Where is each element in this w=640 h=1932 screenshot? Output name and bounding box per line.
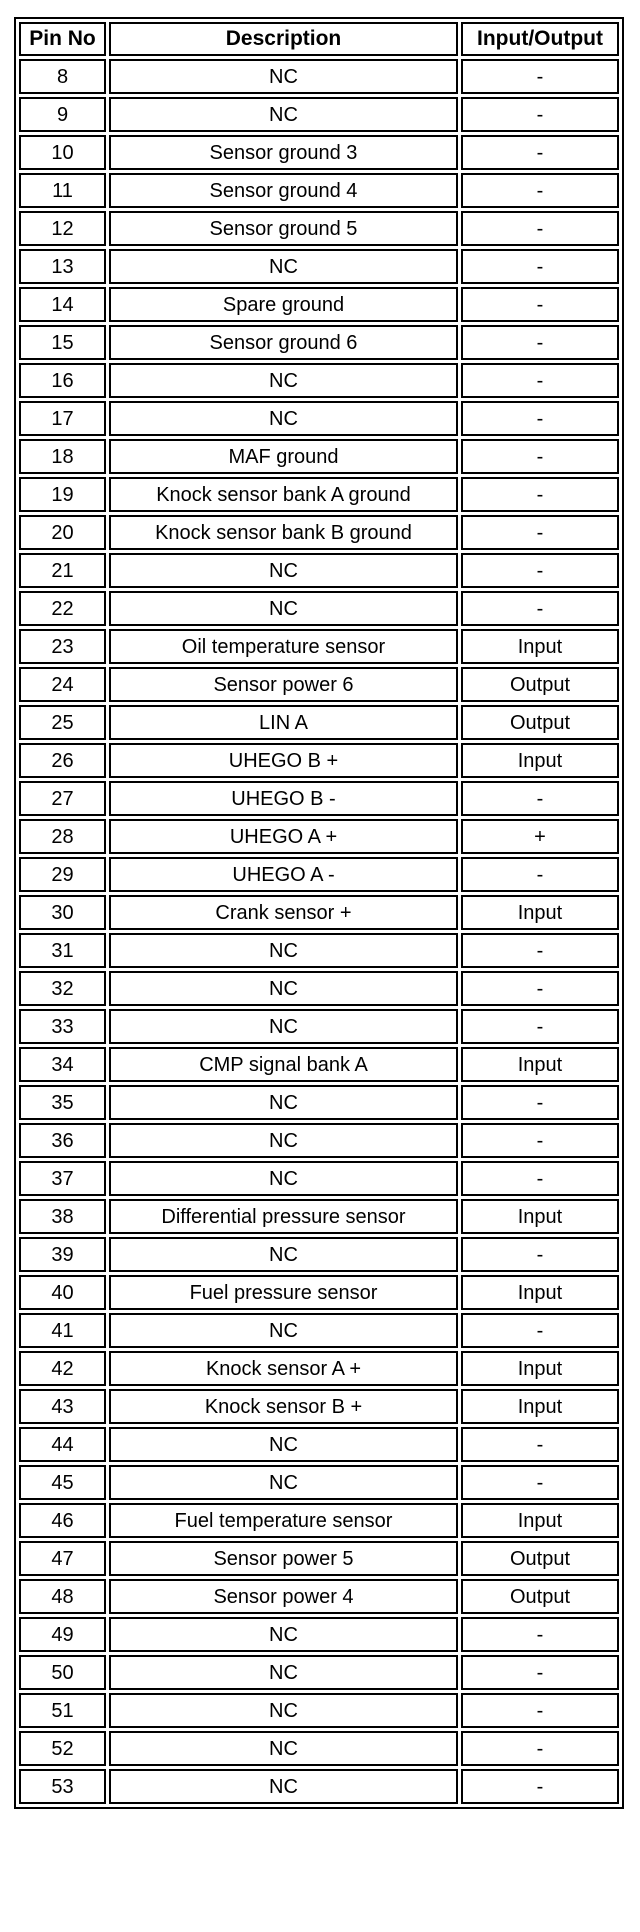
pin-description: NC (109, 401, 458, 436)
pin-direction: Output (461, 667, 619, 702)
table-row (19, 1009, 619, 1044)
pin-number: 16 (19, 363, 106, 398)
pin-description: Fuel pressure sensor (109, 1275, 458, 1310)
pin-description: UHEGO B - (109, 781, 458, 816)
pin-direction: - (461, 1313, 619, 1348)
pin-number: 48 (19, 1579, 106, 1614)
pin-number: 44 (19, 1427, 106, 1462)
pin-description: Oil temperature sensor (109, 629, 458, 664)
table-row (19, 1123, 619, 1158)
pin-number: 14 (19, 287, 106, 322)
pin-number: 27 (19, 781, 106, 816)
pin-direction: - (461, 1731, 619, 1766)
pin-number: 37 (19, 1161, 106, 1196)
table-row (19, 135, 619, 170)
table-row (19, 895, 619, 930)
pin-number: 38 (19, 1199, 106, 1234)
pin-direction: Output (461, 1541, 619, 1576)
table-row (19, 667, 619, 702)
pin-direction: Input (461, 1275, 619, 1310)
pin-description: NC (109, 1237, 458, 1272)
pin-direction: Output (461, 705, 619, 740)
pin-number: 42 (19, 1351, 106, 1386)
pin-number: 13 (19, 249, 106, 284)
pin-number: 29 (19, 857, 106, 892)
table-row (19, 857, 619, 892)
pin-description: UHEGO A - (109, 857, 458, 892)
pin-direction: - (461, 439, 619, 474)
pin-direction: - (461, 363, 619, 398)
table-row (19, 1161, 619, 1196)
pin-description: Sensor ground 6 (109, 325, 458, 360)
pin-direction: - (461, 325, 619, 360)
pin-direction: - (461, 211, 619, 246)
pin-number: 46 (19, 1503, 106, 1538)
table-header (19, 22, 619, 56)
pin-direction: Output (461, 1579, 619, 1614)
table-row (19, 1427, 619, 1462)
pin-number: 20 (19, 515, 106, 550)
pin-description: NC (109, 971, 458, 1006)
pin-description: NC (109, 1655, 458, 1690)
pin-description: NC (109, 1009, 458, 1044)
table-row (19, 743, 619, 778)
pin-number: 31 (19, 933, 106, 968)
pin-description: NC (109, 249, 458, 284)
pin-description: CMP signal bank A (109, 1047, 458, 1082)
pin-description: NC (109, 1161, 458, 1196)
pin-number: 45 (19, 1465, 106, 1500)
table-row (19, 1313, 619, 1348)
pin-direction: - (461, 1237, 619, 1272)
pin-direction: - (461, 1427, 619, 1462)
table-row (19, 629, 619, 664)
pin-direction: - (461, 249, 619, 284)
pin-number: 35 (19, 1085, 106, 1120)
table-row (19, 477, 619, 512)
pin-direction: - (461, 515, 619, 550)
pin-description: Knock sensor bank A ground (109, 477, 458, 512)
pin-direction: - (461, 1693, 619, 1728)
table-row (19, 1047, 619, 1082)
table-row (19, 363, 619, 398)
pin-direction: - (461, 591, 619, 626)
pin-description: Sensor power 4 (109, 1579, 458, 1614)
pin-direction: - (461, 401, 619, 436)
pin-description: NC (109, 1617, 458, 1652)
pin-direction: - (461, 1161, 619, 1196)
pin-description: NC (109, 1465, 458, 1500)
pin-description: Differential pressure sensor (109, 1199, 458, 1234)
pin-number: 50 (19, 1655, 106, 1690)
pin-number: 11 (19, 173, 106, 208)
pin-direction: - (461, 1009, 619, 1044)
pin-direction: - (461, 477, 619, 512)
pin-description: NC (109, 1427, 458, 1462)
pin-description: NC (109, 933, 458, 968)
pin-direction: - (461, 97, 619, 132)
pin-description: NC (109, 553, 458, 588)
pin-number: 19 (19, 477, 106, 512)
table-row (19, 287, 619, 322)
pin-description: UHEGO A + (109, 819, 458, 854)
pin-number: 52 (19, 1731, 106, 1766)
table-row (19, 59, 619, 94)
table-row (19, 325, 619, 360)
pin-direction: Input (461, 1199, 619, 1234)
pin-number: 15 (19, 325, 106, 360)
pin-number: 18 (19, 439, 106, 474)
table-row (19, 819, 619, 854)
pin-description: MAF ground (109, 439, 458, 474)
table-row (19, 1465, 619, 1500)
table-row (19, 1389, 619, 1424)
pin-direction: Input (461, 1351, 619, 1386)
pin-number: 43 (19, 1389, 106, 1424)
pin-description: NC (109, 59, 458, 94)
pin-direction: Input (461, 1047, 619, 1082)
table-row (19, 933, 619, 968)
pin-number: 53 (19, 1769, 106, 1804)
pin-description: NC (109, 1769, 458, 1804)
pin-description: NC (109, 591, 458, 626)
pin-direction: - (461, 287, 619, 322)
table-row (19, 1579, 619, 1614)
pin-direction: - (461, 1085, 619, 1120)
pin-number: 33 (19, 1009, 106, 1044)
pin-number: 25 (19, 705, 106, 740)
pin-number: 22 (19, 591, 106, 626)
pin-description: NC (109, 97, 458, 132)
header-pin-no: Pin No (19, 22, 106, 56)
table-row (19, 173, 619, 208)
pin-description: Fuel temperature sensor (109, 1503, 458, 1538)
pin-description: NC (109, 1313, 458, 1348)
table-row (19, 971, 619, 1006)
pin-description: LIN A (109, 705, 458, 740)
pin-description: NC (109, 363, 458, 398)
pin-description: Knock sensor bank B ground (109, 515, 458, 550)
pin-number: 30 (19, 895, 106, 930)
pin-number: 28 (19, 819, 106, 854)
table-row (19, 1199, 619, 1234)
pin-number: 41 (19, 1313, 106, 1348)
header-input-output: Input/Output (461, 22, 619, 56)
pin-direction: - (461, 135, 619, 170)
pin-direction: Input (461, 1389, 619, 1424)
pin-number: 34 (19, 1047, 106, 1082)
pin-number: 51 (19, 1693, 106, 1728)
table-row (19, 781, 619, 816)
pin-direction: - (461, 1769, 619, 1804)
pin-description: Spare ground (109, 287, 458, 322)
pin-description: NC (109, 1085, 458, 1120)
pin-direction: - (461, 1617, 619, 1652)
pin-number: 21 (19, 553, 106, 588)
pin-description: Sensor ground 4 (109, 173, 458, 208)
table-row (19, 1351, 619, 1386)
pin-direction: - (461, 857, 619, 892)
table-row (19, 1693, 619, 1728)
pin-description: Knock sensor A + (109, 1351, 458, 1386)
pin-number: 36 (19, 1123, 106, 1158)
pin-number: 49 (19, 1617, 106, 1652)
pin-number: 40 (19, 1275, 106, 1310)
pin-description: UHEGO B + (109, 743, 458, 778)
pin-direction: - (461, 1123, 619, 1158)
pin-direction: - (461, 1465, 619, 1500)
pin-description: NC (109, 1693, 458, 1728)
table-row (19, 1731, 619, 1766)
table-row (19, 1655, 619, 1690)
pin-number: 9 (19, 97, 106, 132)
pin-description: Crank sensor + (109, 895, 458, 930)
table-row (19, 1541, 619, 1576)
pin-direction: Input (461, 629, 619, 664)
table-body (19, 59, 619, 1804)
pin-number: 26 (19, 743, 106, 778)
header-row (19, 22, 619, 56)
header-description: Description (109, 22, 458, 56)
pin-table (14, 17, 624, 1809)
pin-direction: Input (461, 1503, 619, 1538)
pin-number: 23 (19, 629, 106, 664)
pin-direction: - (461, 781, 619, 816)
table-row (19, 1769, 619, 1804)
table-row (19, 1085, 619, 1120)
pin-description: Sensor power 6 (109, 667, 458, 702)
table-row (19, 1237, 619, 1272)
table-row (19, 439, 619, 474)
pin-direction: - (461, 971, 619, 1006)
pin-number: 12 (19, 211, 106, 246)
table-row (19, 553, 619, 588)
pin-direction: - (461, 933, 619, 968)
pin-number: 8 (19, 59, 106, 94)
pin-direction: - (461, 1655, 619, 1690)
table-row (19, 97, 619, 132)
pin-direction: - (461, 173, 619, 208)
table-row (19, 211, 619, 246)
table-row (19, 705, 619, 740)
pin-number: 47 (19, 1541, 106, 1576)
pin-direction: - (461, 59, 619, 94)
pin-description: Sensor power 5 (109, 1541, 458, 1576)
pin-description: Sensor ground 3 (109, 135, 458, 170)
table-row (19, 1275, 619, 1310)
pin-description: NC (109, 1123, 458, 1158)
pin-number: 32 (19, 971, 106, 1006)
pin-direction: Input (461, 895, 619, 930)
table-row (19, 401, 619, 436)
table-row (19, 1503, 619, 1538)
pin-description: Knock sensor B + (109, 1389, 458, 1424)
pin-direction: Input (461, 743, 619, 778)
pin-description: NC (109, 1731, 458, 1766)
table-row (19, 515, 619, 550)
pin-number: 17 (19, 401, 106, 436)
table-row (19, 1617, 619, 1652)
pin-number: 10 (19, 135, 106, 170)
pin-number: 24 (19, 667, 106, 702)
table-row (19, 591, 619, 626)
pin-direction: + (461, 819, 619, 854)
table-row (19, 249, 619, 284)
pin-direction: - (461, 553, 619, 588)
pin-number: 39 (19, 1237, 106, 1272)
pin-description: Sensor ground 5 (109, 211, 458, 246)
